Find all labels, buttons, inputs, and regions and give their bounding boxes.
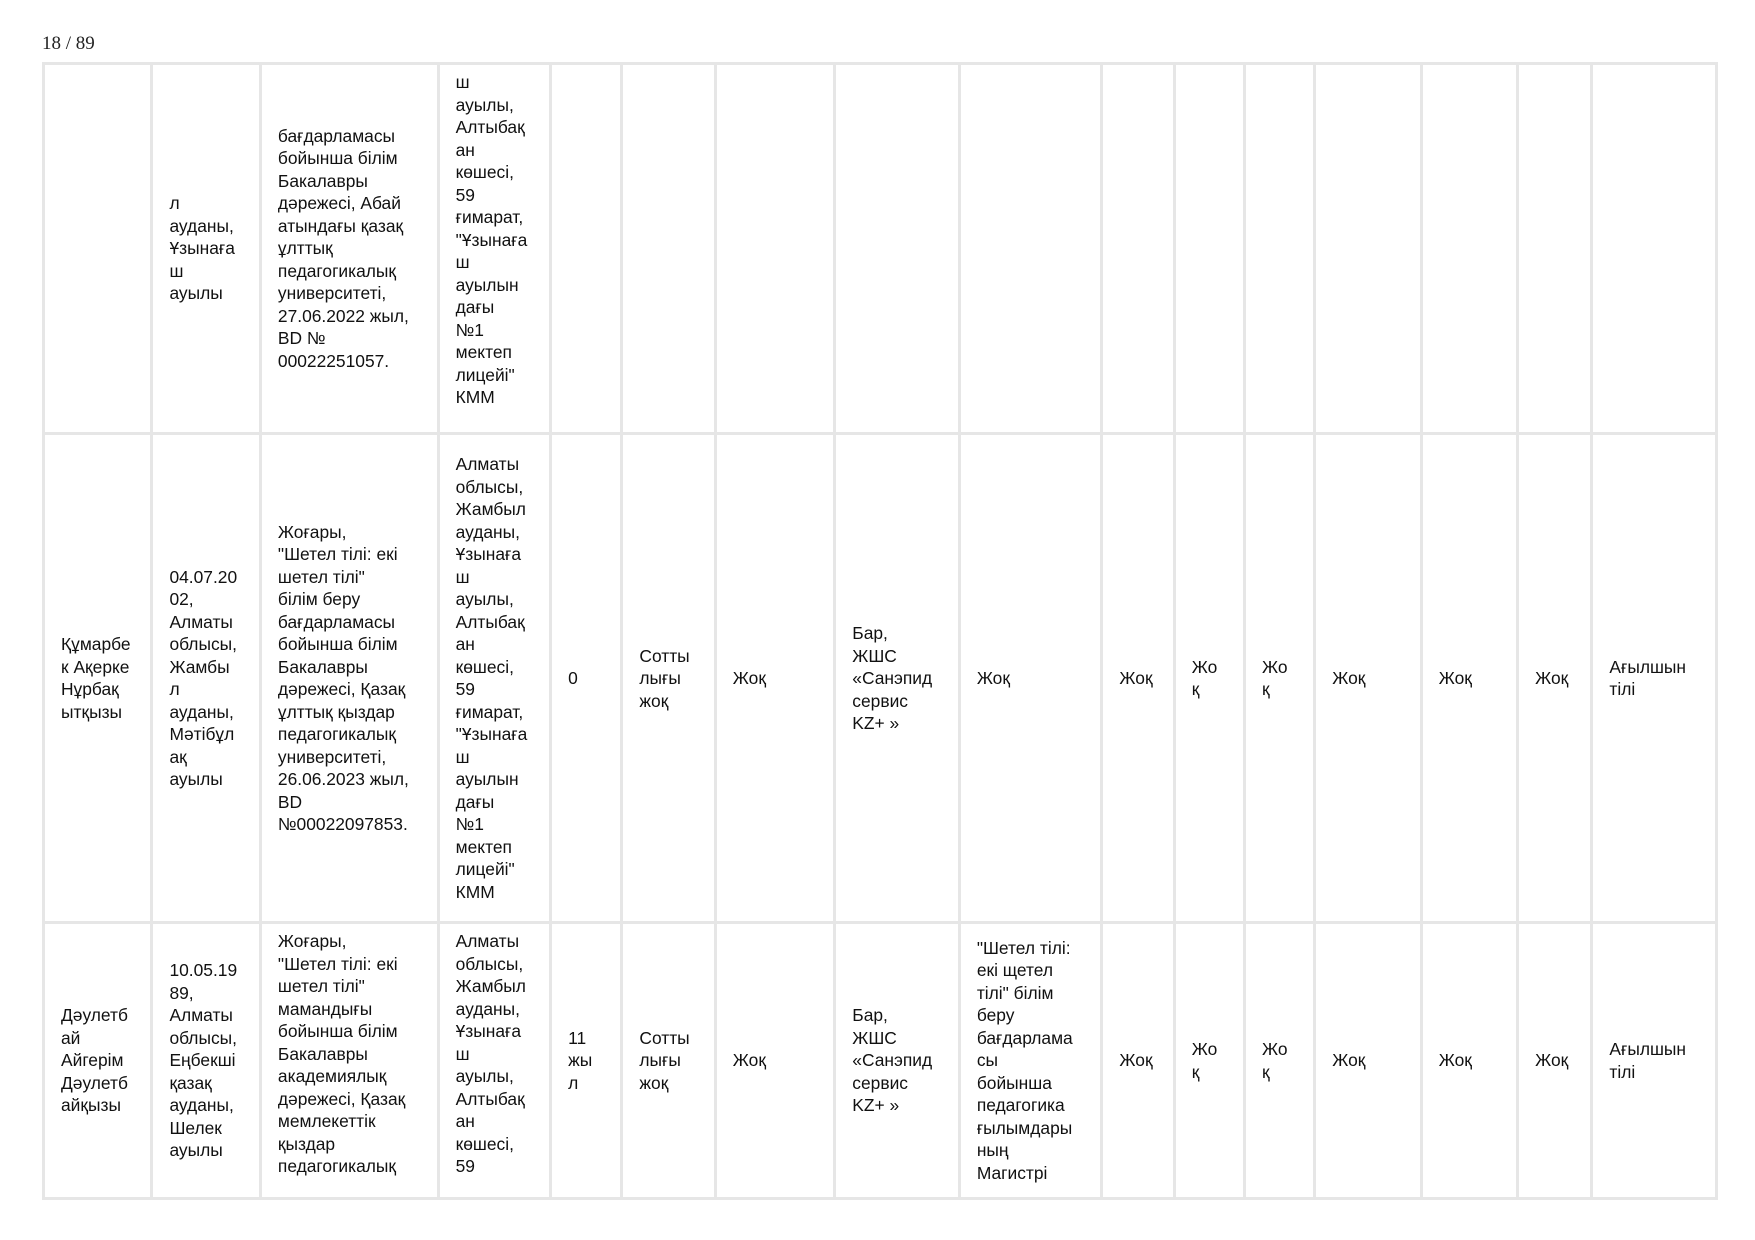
full-name-cell: Құмарбе к Ақерке Нұрбақ ытқызы: [44, 434, 152, 923]
col-13-cell: [1315, 64, 1421, 434]
medical-cell: Бар, ЖШС «Санэпид сервис KZ+ »: [835, 434, 960, 923]
col-12-cell: [1244, 64, 1314, 434]
col-14-cell: Жоқ: [1421, 434, 1517, 923]
table-row: [44, 64, 1717, 434]
language-cell: Ағылшын тілі: [1592, 923, 1717, 1199]
birth-info-cell: л ауданы, Ұзынаға ш ауылы: [152, 64, 260, 434]
education-cell: бағдарламасы бойынша білім Бакалавры дәрежесі, Абай атындағы қазақ ұлттық педагогикалық университеті, 27.06.2022 жыл, BD № 00022251057.: [260, 64, 438, 434]
full-name-cell: Дәулетб ай Айгерім Дәулетб айқызы: [44, 923, 152, 1199]
col-11-cell: Жо қ: [1174, 434, 1244, 923]
col-14-cell: [1421, 64, 1517, 434]
education-cell: Жоғары, "Шетел тілі: екі шетел тілі" білім беру бағдарламасы бойынша білім Бакалавры дәрежесі, Қазақ ұлттық қыздар педагогикалық университеті, 26.06.2023 жыл, BD №00022097853.: [260, 434, 438, 923]
workplace-cell: ш ауылы, Алтыбақ ан көшесі, 59 ғимарат, "Ұзынаға ш ауылын дағы №1 мектеп лицейі" КММ: [438, 64, 550, 434]
experience-cell: 0: [551, 434, 622, 923]
conviction-cell: Сотты лығы жоқ: [622, 434, 715, 923]
candidates-table: [42, 62, 1718, 1200]
full-name-cell: [44, 64, 152, 434]
col-10-cell: Жоқ: [1102, 434, 1174, 923]
degree-cell: "Шетел тілі: екі щетел тілі" білім беру бағдарлама сы бойынша педагогика ғылымдары ның Магистрі: [959, 923, 1102, 1199]
table-row: [44, 923, 1717, 1199]
col-10-cell: Жоқ: [1102, 923, 1174, 1199]
page-number: 18 / 89: [42, 33, 95, 54]
workplace-cell: Алматы облысы, Жамбыл ауданы, Ұзынаға ш ауылы, Алтыбақ ан көшесі, 59 ғимарат, "Ұзынаға ш ауылын дағы №1 мектеп лицейі" КММ: [438, 434, 550, 923]
experience-cell: 11 жы л: [551, 923, 622, 1199]
col-12-cell: Жо қ: [1244, 434, 1314, 923]
col-15-cell: Жоқ: [1518, 923, 1592, 1199]
col-10-cell: [1102, 64, 1174, 434]
col-15-cell: Жоқ: [1518, 434, 1592, 923]
conviction-cell: [622, 64, 715, 434]
col-13-cell: Жоқ: [1315, 923, 1421, 1199]
medical-cell: Бар, ЖШС «Санэпид сервис KZ+ »: [835, 923, 960, 1199]
birth-info-cell: 04.07.20 02, Алматы облысы, Жамбы л ауданы, Мәтібұл ақ ауылы: [152, 434, 260, 923]
language-cell: Ағылшын тілі: [1592, 434, 1717, 923]
experience-cell: [551, 64, 622, 434]
medical-cell: [835, 64, 960, 434]
col-7-cell: [715, 64, 835, 434]
degree-cell: Жоқ: [959, 434, 1102, 923]
degree-cell: [959, 64, 1102, 434]
education-cell: Жоғары, "Шетел тілі: екі шетел тілі" мамандығы бойынша білім Бакалавры академиялық дәрежесі, Қазақ мемлекеттік қыздар педагогикалық: [260, 923, 438, 1199]
col-11-cell: [1174, 64, 1244, 434]
col-15-cell: [1518, 64, 1592, 434]
conviction-cell: Сотты лығы жоқ: [622, 923, 715, 1199]
col-14-cell: Жоқ: [1421, 923, 1517, 1199]
col-7-cell: Жоқ: [715, 434, 835, 923]
col-12-cell: Жо қ: [1244, 923, 1314, 1199]
workplace-cell: Алматы облысы, Жамбыл ауданы, Ұзынаға ш ауылы, Алтыбақ ан көшесі, 59: [438, 923, 550, 1199]
col-7-cell: Жоқ: [715, 923, 835, 1199]
col-13-cell: Жоқ: [1315, 434, 1421, 923]
birth-info-cell: 10.05.19 89, Алматы облысы, Еңбекші қазақ ауданы, Шелек ауылы: [152, 923, 260, 1199]
col-11-cell: Жо қ: [1174, 923, 1244, 1199]
language-cell: [1592, 64, 1717, 434]
table-row: [44, 434, 1717, 923]
